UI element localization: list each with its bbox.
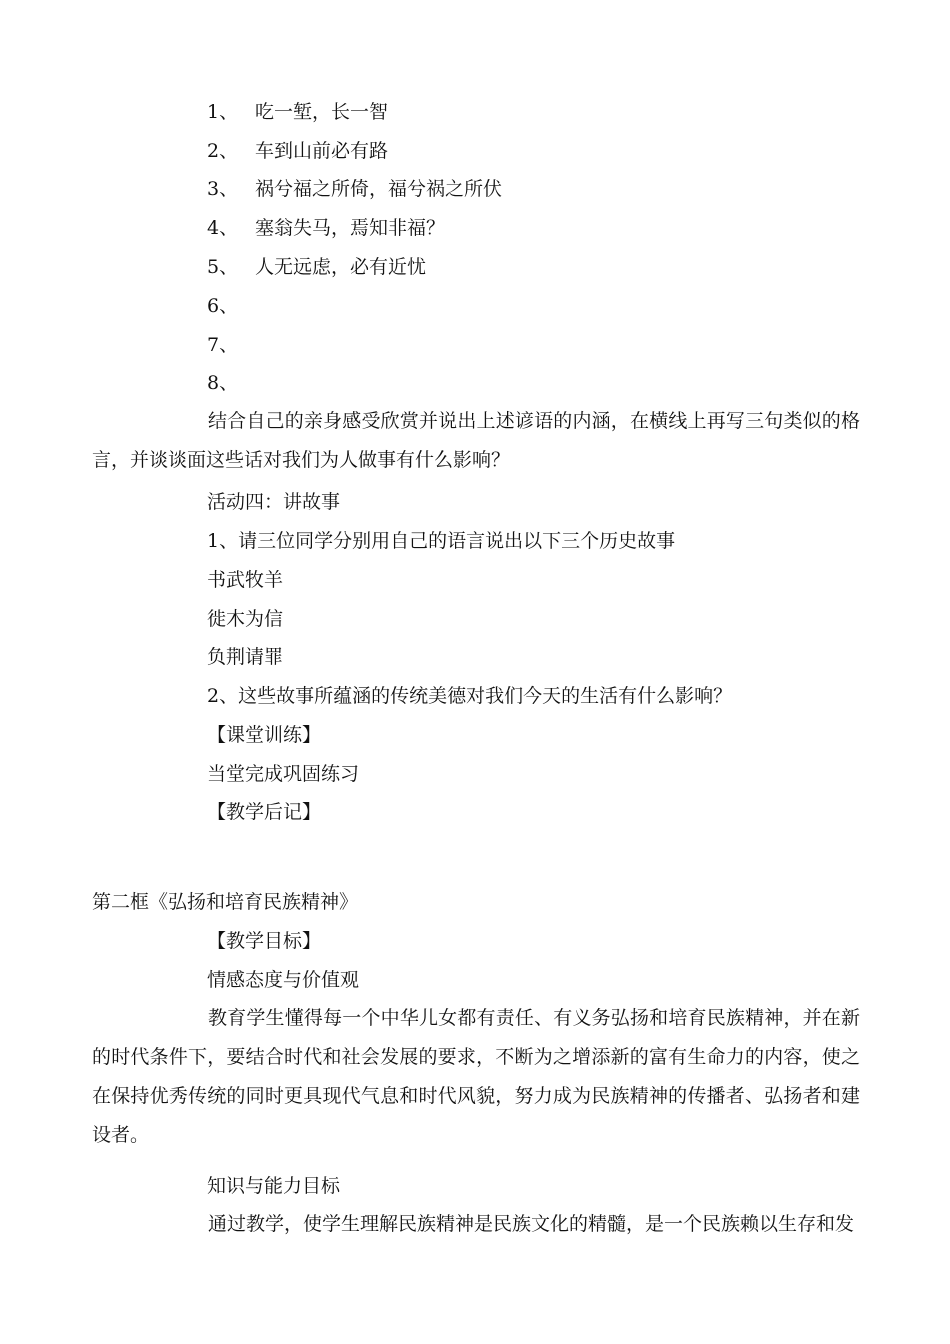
proverb-number: 7、	[207, 334, 239, 356]
section-title: 第二框《弘扬和培育民族精神》	[92, 891, 359, 913]
proverb-item	[207, 370, 255, 396]
story-item: 负荆请罪	[207, 646, 284, 668]
proverb-item	[207, 138, 388, 164]
knowledge-paragraph: 通过教学，使学生理解民族精神是民族文化的精髓，是一个民族赖以生存和发	[208, 1213, 855, 1235]
proverb-item	[207, 332, 255, 358]
proverb-item	[207, 293, 255, 319]
proverb-text: 人无远虑，必有近忧	[255, 256, 427, 278]
proverb-item	[207, 99, 388, 125]
proverb-text: 祸兮福之所倚，福兮祸之所伏	[255, 178, 503, 200]
proverb-number: 4、	[207, 217, 239, 239]
instruction-paragraph: 结合自己的亲身感受欣赏并说出上述谚语的内涵，在横线上再写三句类似的格言，并谈谈面这些话对我们为人做事有什么影响？	[92, 410, 860, 471]
proverb-number: 1、	[207, 101, 239, 123]
activity-question-2: 2、这些故事所蕴涵的传统美德对我们今天的生活有什么影响？	[207, 685, 733, 707]
proverb-item	[207, 254, 426, 280]
proverb-number: 6、	[207, 295, 239, 317]
training-text: 当堂完成巩固练习	[207, 763, 360, 785]
knowledge-heading: 知识与能力目标	[207, 1175, 341, 1197]
proverb-number: 3、	[207, 178, 239, 200]
activity-question-1: 1、请三位同学分别用自己的语言说出以下三个历史故事	[207, 530, 676, 552]
proverb-item	[207, 215, 445, 241]
proverb-number: 2、	[207, 140, 239, 162]
training-heading: 【课堂训练】	[207, 724, 322, 746]
activity-heading: 活动四：讲故事	[207, 491, 341, 513]
postscript-heading: 【教学后记】	[207, 801, 322, 823]
proverb-item	[207, 176, 502, 202]
emotion-paragraph: 教育学生懂得每一个中华儿女都有责任、有义务弘扬和培育民族精神，并在新的时代条件下，要结合时代和社会发展的要求，不断为之增添新的富有生命力的内容，使之在保持优秀传统的同时更具现代气息和时代风貌，努力成为民族精神的传播者、弘扬者和建设者。	[92, 1007, 860, 1146]
story-item: 书武牧羊	[207, 569, 284, 591]
proverb-number: 8、	[207, 372, 239, 394]
proverb-text: 车到山前必有路	[255, 140, 389, 162]
proverb-number: 5、	[207, 256, 239, 278]
proverb-text: 塞翁失马，焉知非福？	[255, 217, 446, 239]
story-item: 徙木为信	[207, 608, 284, 630]
goals-heading: 【教学目标】	[207, 930, 322, 952]
proverb-text: 吃一堑，长一智	[255, 101, 389, 123]
emotion-heading: 情感态度与价值观	[207, 969, 360, 991]
